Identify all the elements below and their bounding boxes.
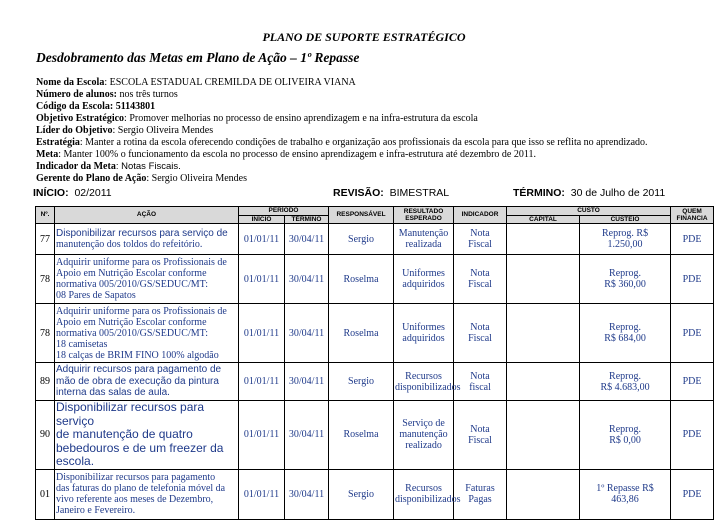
table-row [36, 304, 714, 363]
strategy-label: Estratégia [36, 137, 80, 148]
row-expected-result [394, 304, 454, 363]
row-end: 30/04/11 [285, 224, 329, 255]
row-custeio [580, 304, 671, 363]
leader-label: Líder do Objetivo [36, 125, 113, 136]
indicator-line: Faturas [465, 483, 495, 494]
row-expected-result [394, 401, 454, 470]
row-action [55, 401, 239, 470]
result-line: adquiridos [402, 333, 445, 344]
goal-label: Meta [36, 149, 59, 160]
goal-value: : Manter 100% o funcionamento da escola no processo de ensino aprendizagem e infra-estrutura até dezembro de 2011. [58, 149, 537, 160]
indicator-line: Nota [470, 322, 490, 333]
row-action [55, 255, 239, 304]
header-period: PERÍODO [239, 207, 329, 216]
student-count-value: nos três turnos [116, 89, 178, 100]
table-row [36, 363, 714, 401]
result-line: disponibilizados [395, 494, 461, 505]
indicator-line: Nota [470, 423, 490, 435]
row-custeio [580, 401, 671, 470]
row-indicator [454, 363, 507, 401]
objective-value: : Promover melhorias no processo de ensino aprendizagem e na infra-estrutura da escola [124, 113, 478, 124]
result-line: realizado [405, 440, 442, 452]
header-expected-result: RESULTADO ESPERADO [394, 207, 454, 224]
row-custeio [580, 255, 671, 304]
row-indicator [454, 401, 507, 470]
custeio-line: Reprog. [609, 268, 641, 279]
action-line: Adquirir recursos para pagamento de [56, 364, 222, 376]
table-row [36, 469, 714, 519]
action-line: vivo referente aos meses de Dezembro, [56, 494, 214, 505]
header-funder: QUEM FINANCIA [671, 207, 714, 224]
row-end: 30/04/11 [285, 469, 329, 519]
indicator-line: Nota [470, 228, 490, 239]
row-expected-result [394, 363, 461, 401]
result-line: Recursos [405, 370, 442, 382]
dates-bar [33, 187, 723, 200]
action-line: 08 Pares de Sapatos [56, 290, 136, 301]
action-line: Disponibilizar recursos para pagamento [56, 472, 216, 483]
row-number: 90 [36, 401, 55, 470]
row-custeio [580, 224, 671, 255]
header-capital: CAPITAL [507, 215, 580, 224]
row-funder: PDE [671, 401, 714, 470]
custeio-line: R$ 360,00 [604, 279, 646, 290]
document-subtitle: Desdobramento das Metas em Plano de Ação – 1º Repasse [36, 50, 360, 65]
result-line: manutenção [399, 429, 448, 441]
row-capital [507, 469, 580, 519]
custeio-line: 463,86 [611, 494, 639, 505]
result-line: adquiridos [402, 279, 445, 290]
school-name-line [36, 77, 648, 89]
manager-value: : Sergio Oliveira Mendes [146, 173, 248, 184]
header-start: INÍCIO [239, 215, 285, 224]
result-line: realizada [405, 239, 442, 250]
action-line: normativa 005/2010/GS/SEDUC/MT: [56, 327, 209, 339]
row-funder: PDE [671, 363, 714, 401]
indicator-line: Fiscal [468, 434, 492, 446]
row-expected-result [394, 469, 461, 519]
indicator-line: Fiscal [468, 333, 492, 344]
row-number: 77 [36, 224, 55, 255]
indicator-line: Nota [470, 370, 490, 382]
indicator-value: : Notas Fiscais. [115, 161, 181, 172]
row-expected-result [394, 224, 454, 255]
end-date [513, 187, 665, 199]
goal-line [36, 149, 648, 161]
leader-line [36, 125, 648, 137]
row-responsible: Roselma [329, 304, 394, 363]
result-line: disponibilizados [395, 381, 461, 393]
student-count-label: Número de alunos: [36, 89, 117, 100]
row-capital [507, 224, 580, 255]
end-date-value: 30 de Julho de 2011 [570, 187, 666, 199]
action-line: das faturas do plano de telefonia móvel da [56, 483, 226, 494]
row-responsible: Roselma [329, 255, 394, 304]
row-number: 89 [36, 363, 55, 401]
row-responsible: Sergio [329, 224, 394, 255]
row-start: 01/01/11 [239, 469, 285, 519]
custeio-line: Reprog. [609, 322, 641, 333]
table-row [36, 401, 714, 470]
row-action [55, 304, 239, 363]
row-start: 01/01/11 [239, 224, 285, 255]
action-line: bebedouros e de um freezer da [56, 440, 224, 455]
header-number: Nº. [36, 207, 55, 224]
row-funder: PDE [671, 224, 714, 255]
action-line: 18 calças de BRIM FINO 100% algodão [56, 349, 219, 361]
action-line: de manutenção de quatro [56, 427, 193, 441]
row-action [55, 469, 239, 519]
row-number: 01 [36, 469, 55, 519]
row-funder: PDE [671, 255, 714, 304]
row-end: 30/04/11 [285, 363, 329, 401]
document-title: PLANO DE SUPORTE ESTRATÉGICO [262, 30, 466, 44]
action-line: Adquirir uniforme para os Profissionais de [56, 257, 227, 268]
action-line: 18 camisetas [56, 338, 108, 350]
row-custeio [580, 469, 671, 519]
end-date-label: TÉRMINO: [513, 187, 565, 199]
start-date-label: INÍCIO: [33, 187, 69, 199]
action-line: Adquirir uniforme para os Profissionais de [56, 305, 227, 317]
objective-label: Objetivo Estratégico [36, 113, 125, 124]
row-expected-result [394, 255, 454, 304]
review-label: REVISÃO: [333, 187, 384, 199]
strategy-value: : Manter a rotina da escola oferecendo condições de trabalho e organização aos profissionais da escola para que isso se reflita no aprendizado. [79, 137, 648, 148]
custeio-line: R$ 0,00 [609, 434, 641, 446]
row-responsible: Sergio [329, 363, 394, 401]
row-number: 78 [36, 304, 55, 363]
result-line: Serviço de [402, 418, 445, 430]
row-number: 78 [36, 255, 55, 304]
result-line: Uniformes [402, 322, 445, 333]
table-row [36, 255, 714, 304]
start-date [33, 187, 112, 199]
strategy-line [36, 137, 648, 149]
review-value: BIMESTRAL [389, 187, 450, 199]
row-indicator [454, 224, 507, 255]
row-indicator [454, 304, 507, 363]
row-responsible: Sergio [329, 469, 394, 519]
action-line: Janeiro e Fevereiro. [56, 505, 136, 516]
custeio-line: Reprog. [609, 370, 641, 382]
row-start: 01/01/11 [239, 304, 285, 363]
action-line: manutenção dos toldos do refeitório. [56, 239, 203, 250]
row-start: 01/01/11 [239, 363, 285, 401]
table-row [36, 224, 714, 255]
action-line: Disponibilizar recursos para serviço [56, 400, 205, 428]
indicator-line: Nota [470, 268, 490, 279]
row-funder: PDE [671, 304, 714, 363]
row-funder: PDE [671, 469, 714, 519]
school-code-line [36, 101, 648, 113]
row-capital [507, 363, 580, 401]
action-line: escola. [56, 454, 95, 468]
custeio-line: Reprog. [609, 423, 641, 435]
result-line: Recursos [405, 483, 442, 494]
row-end: 30/04/11 [285, 255, 329, 304]
indicator-line [36, 161, 648, 173]
row-start: 01/01/11 [239, 401, 285, 470]
row-custeio [580, 363, 671, 401]
header-responsible: RESPONSÁVEL [329, 207, 394, 224]
indicator-line: fiscal [469, 381, 491, 393]
review-period [333, 187, 449, 199]
indicator-label: Indicador da Meta [36, 161, 116, 172]
header-indicator: INDICADOR [454, 207, 507, 224]
row-start: 01/01/11 [239, 255, 285, 304]
row-capital [507, 401, 580, 470]
action-line: interna das salas de aula. [56, 387, 170, 399]
start-date-value: 02/2011 [74, 187, 112, 199]
action-line: normativa 005/2010/GS/SEDUC/MT: [56, 279, 209, 290]
indicator-line: Pagas [468, 494, 492, 505]
school-code-label: Código da Escola: 51143801 [36, 101, 156, 112]
row-end: 30/04/11 [285, 304, 329, 363]
row-indicator [454, 469, 507, 519]
action-line: Apoio em Nutrição Escolar conforme [56, 268, 207, 279]
custeio-line: 1.250,00 [607, 239, 643, 250]
custeio-line: R$ 684,00 [604, 333, 646, 344]
action-plan-table [35, 206, 714, 520]
manager-label: Gerente do Plano de Ação [36, 173, 147, 184]
header-cost: CUSTO [507, 207, 671, 216]
custeio-line: 1º Repasse R$ [596, 483, 654, 494]
result-line: Uniformes [402, 268, 445, 279]
student-count-line [36, 89, 648, 101]
action-line: Apoio em Nutrição Escolar conforme [56, 316, 207, 328]
custeio-line: Reprog. R$ [601, 228, 649, 239]
action-line: mão de obra de execução da pintura [56, 375, 219, 387]
result-line: Manutenção [398, 228, 449, 239]
manager-line [36, 173, 648, 185]
school-name-label: Nome da Escola [36, 77, 105, 88]
row-end: 30/04/11 [285, 401, 329, 470]
header-custeio: CUSTEIO [580, 215, 671, 224]
header-action: AÇÃO [55, 207, 239, 224]
objective-line [36, 113, 648, 125]
school-info-block [36, 77, 648, 185]
row-action [55, 363, 239, 401]
leader-value: : Sergio Oliveira Mendes [112, 125, 214, 136]
indicator-line: Fiscal [468, 279, 492, 290]
row-indicator [454, 255, 507, 304]
custeio-line: R$ 4.683,00 [600, 381, 650, 393]
row-responsible: Roselma [329, 401, 394, 470]
header-end: TÉRMINO [285, 215, 329, 224]
indicator-line: Fiscal [468, 239, 492, 250]
row-capital [507, 304, 580, 363]
action-line: Disponibilizar recursos para serviço de [56, 227, 228, 239]
row-capital [507, 255, 580, 304]
school-name-value: : ESCOLA ESTADUAL CREMILDA DE OLIVEIRA VIANA [104, 77, 356, 88]
row-action [55, 224, 239, 255]
